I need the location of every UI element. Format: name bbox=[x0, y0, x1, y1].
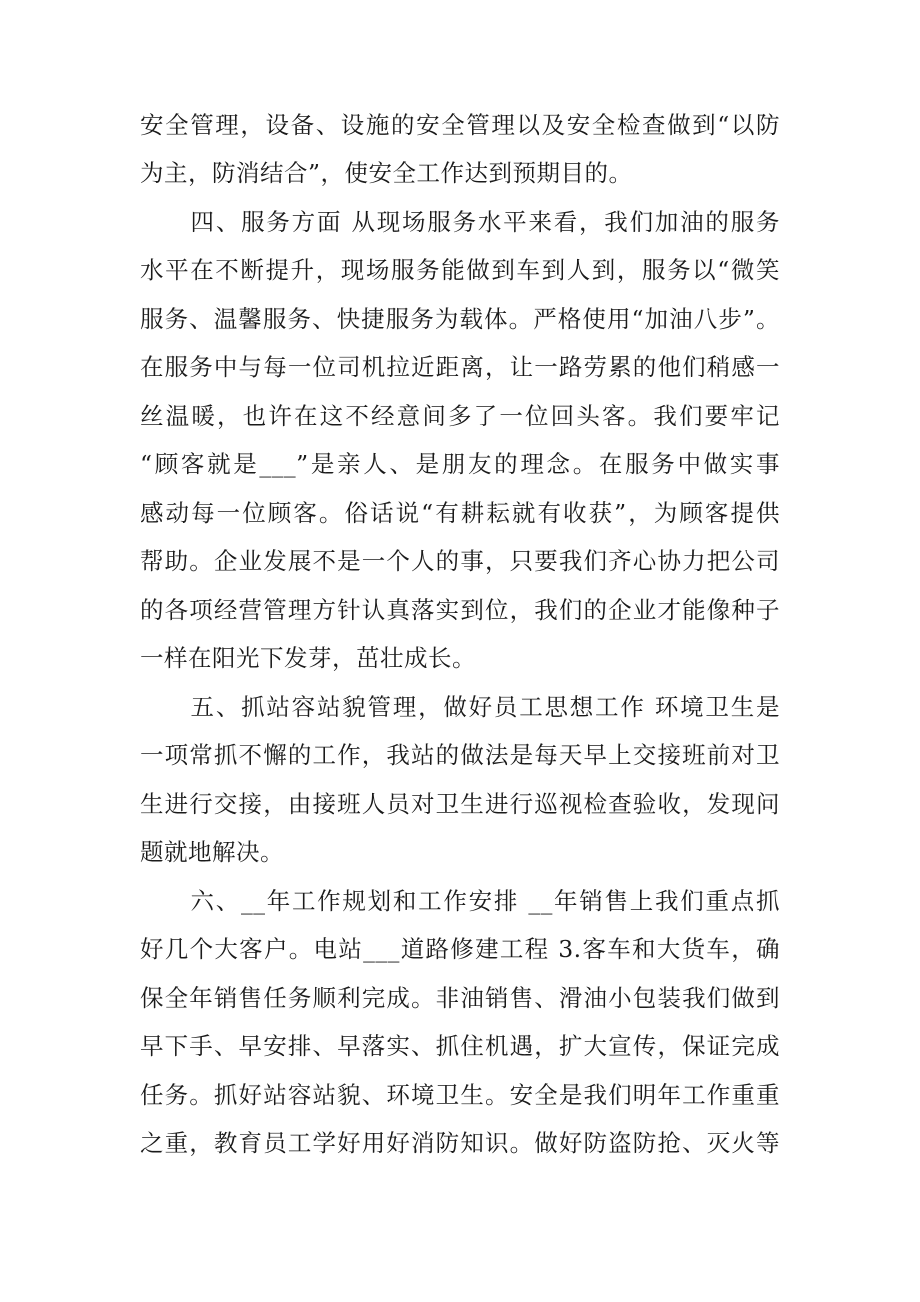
text-line: 六、__年工作规划和工作安排 __年销售上我们重点抓 bbox=[140, 887, 780, 915]
text-line: 生进行交接，由接班人员对卫生进行巡视检查验收，发现问 bbox=[140, 790, 780, 818]
text-line: 丝温暖，也许在这不经意间多了一位回头客。我们要牢记 bbox=[140, 402, 780, 430]
text-line: 四、服务方面 从现场服务水平来看，我们加油的服务 bbox=[140, 208, 780, 236]
text-line: “顾客就是___”是亲人、是朋友的理念。在服务中做实事 bbox=[140, 450, 780, 478]
text-line: 帮助。企业发展不是一个人的事，只要我们齐心协力把公司 bbox=[140, 547, 780, 575]
text-line: 之重，教育员工学好用好消防知识。做好防盗防抢、灭火等 bbox=[140, 1129, 780, 1157]
text-line: 五、抓站容站貌管理，做好员工思想工作 环境卫生是 bbox=[140, 693, 780, 721]
text-line: 水平在不断提升，现场服务能做到车到人到，服务以“微笑 bbox=[140, 256, 780, 284]
text-line: 题就地解决。 bbox=[140, 838, 284, 866]
text-line: 一样在阳光下发芽，茁壮成长。 bbox=[140, 644, 476, 672]
text-line: 任务。抓好站容站貌、环境卫生。安全是我们明年工作重重 bbox=[140, 1081, 780, 1109]
text-line: 为主，防消结合”，使安全工作达到预期目的。 bbox=[140, 159, 633, 187]
text-line: 的各项经营管理方针认真落实到位，我们的企业才能像种子 bbox=[140, 596, 780, 624]
text-line: 好几个大客户。电站___道路修建工程 3.客车和大货车，确 bbox=[140, 935, 780, 963]
text-line: 一项常抓不懈的工作，我站的做法是每天早上交接班前对卫 bbox=[140, 741, 780, 769]
text-line: 在服务中与每一位司机拉近距离，让一路劳累的他们稍感一 bbox=[140, 353, 780, 381]
text-line: 感动每一位顾客。俗话说“有耕耘就有收获”，为顾客提供 bbox=[140, 499, 780, 527]
text-line: 服务、温馨服务、快捷服务为载体。严格使用“加油八步”。 bbox=[140, 305, 780, 333]
text-line: 保全年销售任务顺利完成。非油销售、滑油小包装我们做到 bbox=[140, 984, 780, 1012]
text-line: 安全管理，设备、设施的安全管理以及安全检查做到“以防 bbox=[140, 111, 780, 139]
text-line: 早下手、早安排、早落实、抓住机遇，扩大宣传，保证完成 bbox=[140, 1032, 780, 1060]
